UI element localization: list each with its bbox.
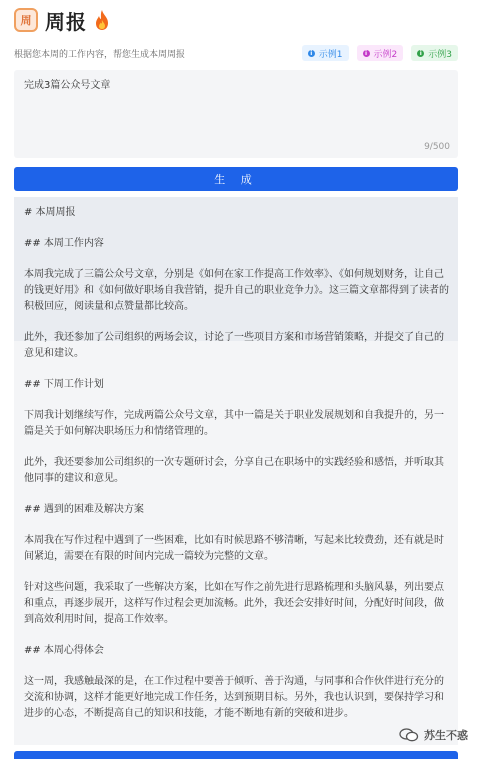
report-text [24, 205, 452, 737]
report-heading: # 本周周报 [24, 207, 76, 218]
example-label: 示例3 [428, 49, 452, 60]
page-title: 周报 [45, 9, 87, 34]
example-3-button[interactable] [411, 45, 458, 61]
report-paragraph: 针对这些问题，我采取了一些解决方案，比如在写作之前先进行思路梳理和头脑风暴，列出要点和重点，再逐步展开，这样写作过程会更加流畅。此外，我还会安排好时间，分配好时间段，做到高效利用时间，提高工作效率。 [24, 582, 444, 625]
report-paragraph: 本周我完成了三篇公众号文章，分别是《如何在家工作提高工作效率》、《如何规划财务，让自己的钱更好用》和《如何做好职场自我营销，提升自己的职业竞争力》。这三篇文章都得到了读者的积极回应，阅读量和点赞量都比较高。 [24, 269, 449, 312]
section-heading: ## 本周工作内容 [24, 238, 104, 249]
section-heading: ## 遇到的困难及解决方案 [24, 504, 144, 515]
example-2-button[interactable] [357, 45, 404, 61]
report-paragraph: 本周我在写作过程中遇到了一些困难，比如有时候思路不够清晰，写起来比较费劲，还有就是时间紧迫，需要在有限的时间内完成一篇较为完整的文章。 [24, 535, 444, 562]
section-heading: ## 本周心得体会 [24, 645, 104, 656]
example-label: 示例2 [373, 49, 398, 60]
report-output[interactable] [14, 197, 458, 745]
report-paragraph: 此外，我还参加了公司组织的两场会议，讨论了一些项目方案和市场营销策略，并提交了自己的意见和建议。 [24, 332, 444, 359]
info-icon: i [308, 50, 315, 57]
report-paragraph: 这一周，我感触最深的是，在工作过程中要善于倾听、善于沟通，与同事和合作伙伴进行充分的交流和协调，这样才能更好地完成工作任务，达到预期目标。另外，我也认识到，要保持学习和进步的心态，不断提高自己的知识和技能，才能不断地有新的突破和进步。 [24, 676, 444, 719]
info-icon: i [363, 50, 370, 57]
watermark-text: 苏生不惑 [424, 729, 468, 742]
hint-row [14, 44, 458, 62]
app-logo-text: 周 [20, 14, 32, 27]
header [14, 6, 111, 34]
report-paragraph: 下周我计划继续写作，完成两篇公众号文章，其中一篇是关于职业发展规划和自我提升的，另一篇是关于如何解决职场压力和情绪管理的。 [24, 410, 444, 437]
section-heading: ## 下周工作计划 [24, 379, 104, 390]
input-value: 完成3篇公众号文章 [24, 80, 111, 91]
watermark [399, 727, 468, 743]
info-icon: i [417, 50, 424, 57]
example-1-button[interactable] [302, 45, 349, 61]
example-label: 示例1 [318, 49, 343, 60]
work-content-input[interactable] [14, 70, 458, 158]
char-counter: 9/500 [424, 142, 450, 152]
copy-button[interactable] [14, 751, 458, 759]
example-chips [302, 45, 458, 61]
fire-icon [93, 9, 111, 31]
app-logo-icon [14, 8, 38, 32]
wechat-icon [399, 728, 419, 742]
generate-button[interactable]: 生 成 [14, 167, 458, 191]
report-paragraph: 此外，我还要参加公司组织的一次专题研讨会，分享自己在职场中的实践经验和感悟，并听取其他同事的建议和意见。 [24, 457, 444, 484]
hint-text: 根据您本周的工作内容，帮您生成本周周报 [14, 49, 186, 60]
